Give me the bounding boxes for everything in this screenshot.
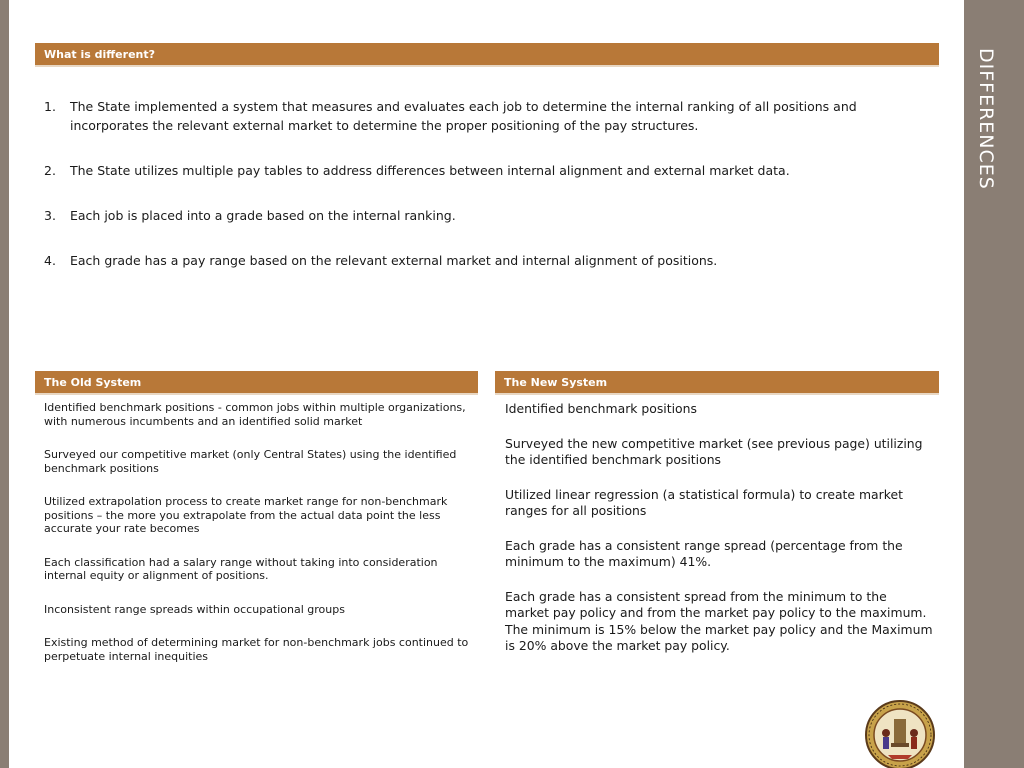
list-item <box>44 97 924 135</box>
old-system-header: The Old System <box>35 371 478 395</box>
list-number: 1. <box>44 99 56 114</box>
list-number: 4. <box>44 253 56 268</box>
list-text: The State implemented a system that measures and evaluates each job to determine the internal ranking of all positions and incorporates the relevant external market to determine the proper positioning of the pay structures. <box>70 99 857 133</box>
list-item: Surveyed our competitive market (only Central States) using the identified benchmark positions <box>44 448 457 475</box>
numbered-list <box>44 97 924 296</box>
list-item <box>44 161 924 180</box>
list-text: Each job is placed into a grade based on the internal ranking. <box>70 208 456 223</box>
list-item: Each grade has a consistent spread from the minimum to the market pay policy and from the market pay policy to the maximum. The minimum is 15% below the market pay policy and the Maximum is 20% above the market pay policy. <box>505 588 933 653</box>
list-item: Each classification had a salary range without taking into consideration internal equity or alignment of positions. <box>44 555 438 582</box>
list-item: Identified benchmark positions - common jobs within multiple organizations, with numerous incumbents and an identified solid market <box>44 401 466 428</box>
new-system-header: The New System <box>495 371 939 395</box>
list-item: Utilized extrapolation process to create market range for non-benchmark positions – the more you extrapolate from the actual data point the less accurate your rate becomes <box>44 495 448 535</box>
state-seal-icon <box>858 697 942 768</box>
list-item <box>44 206 924 225</box>
list-item: Existing method of determining market for non-benchmark jobs continued to perpetuate internal inequities <box>44 636 469 663</box>
list-text: The State utilizes multiple pay tables to address differences between internal alignment and external market data. <box>70 163 790 178</box>
list-item: Identified benchmark positions <box>505 401 697 416</box>
list-number: 2. <box>44 163 56 178</box>
main-section-header: What is different? <box>35 43 939 67</box>
list-item: Each grade has a consistent range spread (percentage from the minimum to the maximum) 41%. <box>505 537 903 569</box>
list-text: Each grade has a pay range based on the relevant external market and internal alignment of positions. <box>70 253 718 268</box>
list-item: Inconsistent range spreads within occupational groups <box>44 602 345 616</box>
list-item: Utilized linear regression (a statistical formula) to create market ranges for all positions <box>505 486 903 518</box>
slide-title: DIFFERENCES <box>975 48 997 190</box>
left-decorative-bar <box>0 0 9 768</box>
old-system-list <box>44 401 476 683</box>
new-system-list <box>505 401 933 673</box>
list-item: Surveyed the new competitive market (see previous page) utilizing the identified benchmark positions <box>505 435 923 467</box>
list-number: 3. <box>44 208 56 223</box>
list-item <box>44 251 924 270</box>
